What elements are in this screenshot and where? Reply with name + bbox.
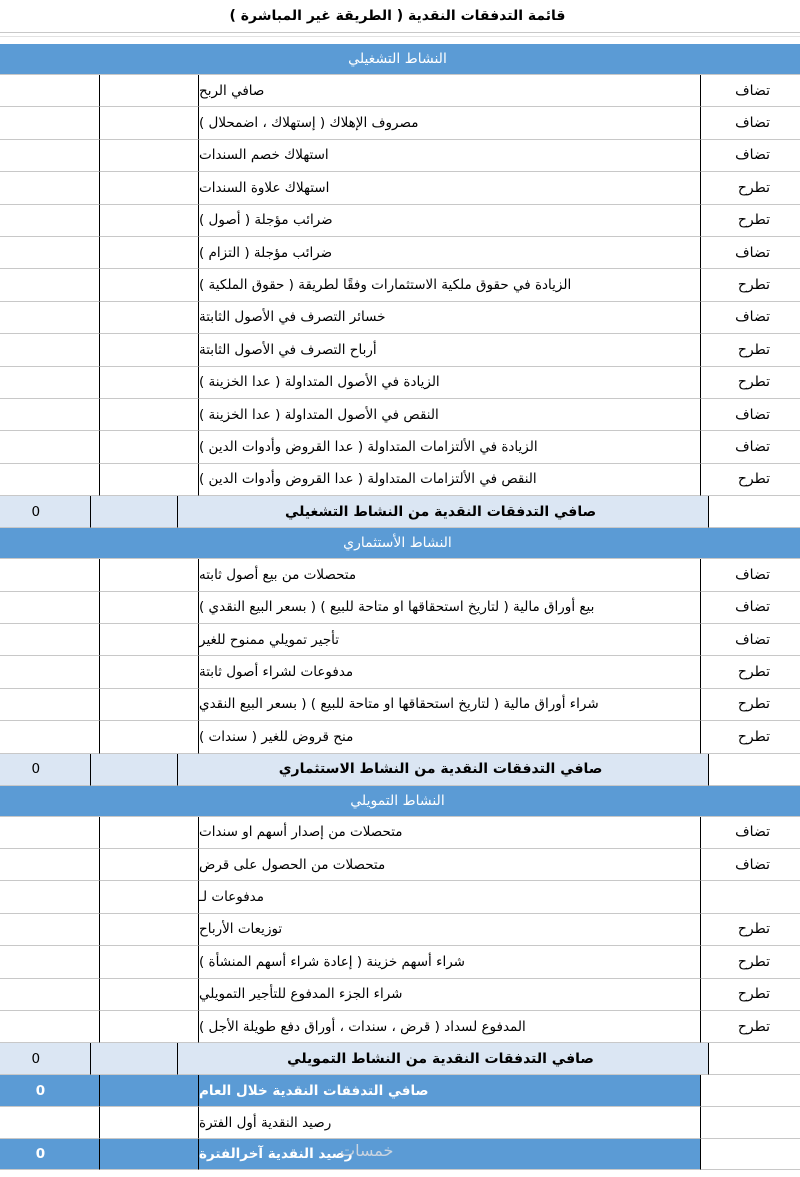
description-cell[interactable]: صافي التدفقات النقدية من النشاط التمويلي (177, 1043, 708, 1075)
table-row (0, 979, 800, 1011)
type-cell[interactable] (700, 0, 800, 33)
total-cell[interactable] (0, 624, 99, 656)
type-cell[interactable]: تطرح (700, 334, 800, 366)
type-cell[interactable]: تضاف (700, 592, 800, 624)
total-cell[interactable] (0, 979, 99, 1011)
total-cell[interactable] (0, 399, 99, 431)
table-row (0, 592, 800, 624)
description-cell[interactable]: صافي الربح (198, 75, 700, 107)
type-cell[interactable]: تطرح (700, 946, 800, 978)
description-cell[interactable]: النقص في الأصول المتداولة ( عدا الخزينة ) (198, 399, 700, 431)
description-cell[interactable]: رصيد النقدية آخرالفترة (198, 1139, 700, 1170)
table-row (0, 205, 800, 237)
total-cell[interactable] (0, 689, 99, 721)
description-cell[interactable]: صافي التدفقات النقدية من النشاط الاستثماري (177, 754, 708, 786)
total-cell[interactable] (0, 881, 99, 913)
table-row (0, 237, 800, 269)
table-row (0, 367, 800, 399)
investing-total-row (0, 754, 800, 786)
description-cell[interactable]: النشاط الأستثماري (100, 528, 700, 559)
type-cell[interactable]: تضاف (700, 431, 800, 463)
description-cell[interactable]: مدفوعات لـ (198, 881, 700, 913)
total-cell[interactable]: 0 (0, 1043, 89, 1075)
amount-cell[interactable] (99, 302, 198, 334)
table-row (0, 946, 800, 978)
amount-cell[interactable] (99, 334, 198, 366)
description-cell[interactable]: متحصلات من إصدار أسهم او سندات (198, 817, 700, 849)
description-cell[interactable]: رصيد النقدية أول الفترة (198, 1107, 700, 1139)
amount-cell[interactable] (99, 107, 198, 139)
total-cell[interactable] (0, 0, 100, 33)
type-cell[interactable]: تطرح (700, 172, 800, 204)
total-cell[interactable]: 0 (0, 496, 89, 528)
type-cell[interactable] (708, 496, 800, 528)
type-cell[interactable] (700, 1075, 800, 1107)
description-cell[interactable]: النشاط التشغيلي (100, 44, 700, 75)
amount-cell[interactable] (99, 464, 198, 496)
type-cell[interactable] (708, 1043, 800, 1075)
total-cell[interactable] (0, 237, 99, 269)
table-row (0, 334, 800, 366)
sheet-title (0, 0, 800, 33)
financing-total-row (0, 1043, 800, 1075)
total-cell[interactable] (0, 172, 99, 204)
type-cell[interactable]: تطرح (700, 1011, 800, 1043)
total-cell[interactable] (0, 205, 99, 237)
amount-cell[interactable] (99, 269, 198, 301)
description-cell[interactable]: الزيادة في الألتزامات المتداولة ( عدا القروض وأدوات الدين ) (198, 431, 700, 463)
table-row (0, 399, 800, 431)
section-investing (0, 528, 800, 559)
table-row (0, 721, 800, 753)
amount-cell[interactable] (99, 1075, 198, 1107)
type-cell[interactable]: تطرح (700, 689, 800, 721)
type-cell[interactable] (708, 754, 800, 786)
blank-row (0, 36, 800, 37)
type-cell[interactable]: تضاف (700, 302, 800, 334)
description-cell[interactable]: متحصلات من الحصول على قرض (198, 849, 700, 881)
type-cell[interactable]: تطرح (700, 367, 800, 399)
table-row (0, 302, 800, 334)
table-row (0, 431, 800, 463)
description-cell[interactable]: قائمة التدفقات النقدية ( الطريقة غير المباشرة ) (100, 0, 700, 33)
total-cell[interactable]: 0 (0, 1075, 99, 1107)
amount-cell[interactable] (99, 1107, 198, 1139)
total-cell[interactable] (0, 559, 99, 591)
type-cell[interactable]: تضاف (700, 624, 800, 656)
total-cell[interactable] (0, 656, 99, 688)
total-cell[interactable] (0, 914, 99, 946)
table-row (0, 269, 800, 301)
description-cell[interactable]: صافي التدفقات النقدية من النشاط التشغيلي (177, 496, 708, 528)
amount-cell[interactable] (90, 496, 177, 528)
type-cell[interactable]: تضاف (700, 399, 800, 431)
table-row (0, 689, 800, 721)
total-cell[interactable] (0, 1107, 99, 1139)
amount-cell[interactable] (99, 979, 198, 1011)
amount-cell[interactable] (99, 592, 198, 624)
amount-cell[interactable] (99, 849, 198, 881)
total-cell[interactable] (0, 44, 100, 75)
amount-cell[interactable] (99, 431, 198, 463)
description-cell[interactable]: استهلاك خصم السندات (198, 140, 700, 172)
amount-cell[interactable] (90, 754, 177, 786)
table-row (0, 464, 800, 496)
amount-cell[interactable] (99, 399, 198, 431)
table-row (0, 817, 800, 849)
total-cell[interactable] (0, 592, 99, 624)
description-cell[interactable]: صافي التدفقات النقدية خلال العام (198, 1075, 700, 1107)
description-cell[interactable]: مصروف الإهلاك ( إستهلاك ، اضمحلال ) (198, 107, 700, 139)
description-cell[interactable]: النشاط التمويلي (100, 786, 700, 817)
total-cell[interactable] (0, 817, 99, 849)
amount-cell[interactable] (99, 914, 198, 946)
description-cell[interactable]: ضرائب مؤجلة ( التزام ) (198, 237, 700, 269)
total-cell[interactable]: 0 (0, 754, 89, 786)
total-cell[interactable] (0, 367, 99, 399)
type-cell[interactable]: تضاف (700, 817, 800, 849)
amount-cell[interactable] (99, 624, 198, 656)
table-row (0, 75, 800, 107)
description-cell[interactable]: استهلاك علاوة السندات (198, 172, 700, 204)
description-cell[interactable]: تأجير تمويلي ممنوح للغير (198, 624, 700, 656)
type-cell[interactable]: تضاف (700, 140, 800, 172)
total-cell[interactable] (0, 334, 99, 366)
table-row (0, 656, 800, 688)
net-cash-row (0, 1075, 800, 1107)
total-cell[interactable] (0, 75, 99, 107)
total-cell[interactable] (0, 431, 99, 463)
section-financing (0, 786, 800, 817)
section-operating (0, 44, 800, 75)
type-cell[interactable]: تضاف (700, 559, 800, 591)
type-cell[interactable]: تطرح (700, 914, 800, 946)
amount-cell[interactable] (90, 1043, 177, 1075)
type-cell[interactable]: تضاف (700, 237, 800, 269)
description-cell[interactable]: توزيعات الأرباح (198, 914, 700, 946)
description-cell[interactable]: بيع أوراق مالية ( لتاريخ استحقاقها او متاحة للبيع ) ( بسعر البيع النقدي ) (198, 592, 700, 624)
table-row (0, 172, 800, 204)
total-cell[interactable] (0, 302, 99, 334)
amount-cell[interactable] (99, 656, 198, 688)
description-cell[interactable]: ضرائب مؤجلة ( أصول ) (198, 205, 700, 237)
table-row (0, 881, 800, 913)
amount-cell[interactable] (99, 1139, 198, 1170)
type-cell[interactable]: تطرح (700, 721, 800, 753)
description-cell[interactable]: متحصلات من بيع أصول ثابته (198, 559, 700, 591)
operating-total-row (0, 496, 800, 528)
amount-cell[interactable] (99, 1011, 198, 1043)
table-row (0, 624, 800, 656)
total-cell[interactable]: 0 (0, 1139, 99, 1170)
table-row (0, 559, 800, 591)
table-row (0, 914, 800, 946)
type-cell[interactable]: تضاف (700, 75, 800, 107)
description-cell[interactable]: أرباح التصرف في الأصول الثابتة (198, 334, 700, 366)
table-row (0, 107, 800, 139)
type-cell[interactable]: تضاف (700, 107, 800, 139)
closing-balance-row (0, 1139, 800, 1170)
amount-cell[interactable] (99, 205, 198, 237)
amount-cell[interactable] (99, 946, 198, 978)
description-cell[interactable]: منح قروض للغير ( سندات ) (198, 721, 700, 753)
type-cell[interactable] (700, 1139, 800, 1170)
amount-cell[interactable] (99, 559, 198, 591)
total-cell[interactable] (0, 528, 100, 559)
type-cell[interactable] (700, 786, 800, 817)
description-cell[interactable]: الزيادة في حقوق ملكية الاستثمارات وفقًا لطريقة ( حقوق الملكية ) (198, 269, 700, 301)
amount-cell[interactable] (99, 237, 198, 269)
type-cell[interactable] (700, 44, 800, 75)
description-cell[interactable]: المدفوع لسداد ( قرض ، سندات ، أوراق دفع طويلة الأجل ) (198, 1011, 700, 1043)
amount-cell[interactable] (99, 817, 198, 849)
description-cell[interactable]: شراء أوراق مالية ( لتاريخ استحقاقها او متاحة للبيع ) ( بسعر البيع النقدي (198, 689, 700, 721)
description-cell[interactable]: الزيادة في الأصول المتداولة ( عدا الخزينة ) (198, 367, 700, 399)
type-cell[interactable]: تطرح (700, 656, 800, 688)
table-row (0, 849, 800, 881)
total-cell[interactable] (0, 269, 99, 301)
watermark: خمسات (340, 1141, 394, 1160)
amount-cell[interactable] (99, 140, 198, 172)
total-cell[interactable] (0, 786, 100, 817)
total-cell[interactable] (0, 464, 99, 496)
amount-cell[interactable] (99, 75, 198, 107)
amount-cell[interactable] (99, 689, 198, 721)
description-cell[interactable]: النقص في الألتزامات المتداولة ( عدا القروض وأدوات الدين ) (198, 464, 700, 496)
description-cell[interactable]: خسائر التصرف في الأصول الثابتة (198, 302, 700, 334)
total-cell[interactable] (0, 1011, 99, 1043)
total-cell[interactable] (0, 140, 99, 172)
amount-cell[interactable] (99, 172, 198, 204)
type-cell[interactable]: تضاف (700, 849, 800, 881)
type-cell[interactable] (700, 528, 800, 559)
type-cell[interactable] (700, 881, 800, 913)
amount-cell[interactable] (99, 881, 198, 913)
total-cell[interactable] (0, 107, 99, 139)
type-cell[interactable]: تطرح (700, 269, 800, 301)
type-cell[interactable]: تطرح (700, 205, 800, 237)
description-cell[interactable]: شراء الجزء المدفوع للتأجير التمويلي (198, 979, 700, 1011)
type-cell[interactable]: تطرح (700, 464, 800, 496)
description-cell[interactable]: شراء أسهم خزينة ( إعادة شراء أسهم المنشأة ) (198, 946, 700, 978)
total-cell[interactable] (0, 849, 99, 881)
table-row (0, 140, 800, 172)
amount-cell[interactable] (99, 721, 198, 753)
table-row (0, 1011, 800, 1043)
total-cell[interactable] (0, 946, 99, 978)
type-cell[interactable] (700, 1107, 800, 1139)
type-cell[interactable]: تطرح (700, 979, 800, 1011)
amount-cell[interactable] (99, 367, 198, 399)
total-cell[interactable] (0, 721, 99, 753)
opening-balance-row (0, 1107, 800, 1139)
description-cell[interactable]: مدفوعات لشراء أصول ثابتة (198, 656, 700, 688)
